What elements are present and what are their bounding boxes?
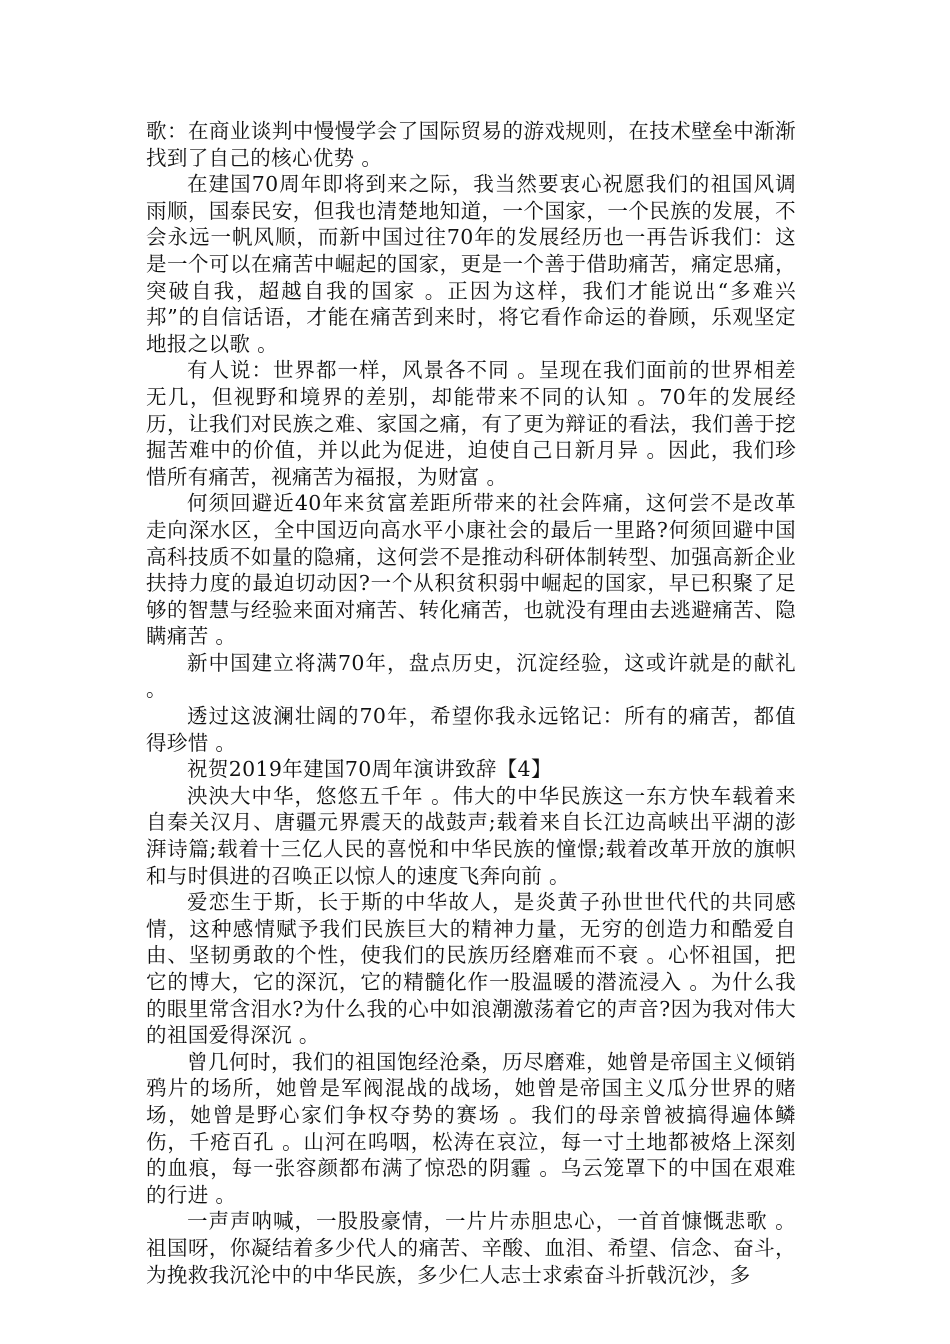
- paragraph-history-hardship: 曾几何时，我们的祖国饱经沧桑，历尽磨难，她曾是帝国主义倾销鸦片的场所，她曾是军阀混战的战场，她曾是帝国主义瓜分世界的赌场，她曾是野心家们争权夺势的赛场 。我们的母亲曾被搞得遍体鳞伤，千疮百孔 。山河在呜咽，松涛在哀泣，每一寸土地都被烙上深刻的血痕，每一张容颜都布满了惊恐的阴霾 。乌云笼罩下的中国在艰难的行进 。: [146, 1049, 796, 1207]
- paragraph-remember: 透过这波澜壮阔的70年，希望你我永远铭记：所有的痛苦，都值得珍惜 。: [146, 704, 796, 755]
- paragraph-continuation: 歌：在商业谈判中慢慢学会了国际贸易的游戏规则，在技术壁垒中渐渐找到了自己的核心优势 。: [146, 119, 796, 170]
- paragraph-facing-pain: 何须回避近40年来贫富差距所带来的社会阵痛，这何尝不是改革走向深水区，全中国迈向高水平小康社会的最后一里路?何须回避中国高科技质不如量的隐痛，这何尝不是推动科研体制转型、加强高新企业扶持力度的最迫切动因?一个从积贫积弱中崛起的国家，早已积聚了足够的智慧与经验来面对痛苦、转化痛苦，也就没有理由去逃避痛苦、隐瞒痛苦 。: [146, 491, 796, 649]
- paragraph-cries: 一声声呐喊，一股股豪情，一片片赤胆忠心，一首首慷慨悲歌 。祖国呀，你凝结着多少代人的痛苦、辛酸、血泪、希望、信念、奋斗，为挽救我沉沦中的中华民族，多少仁人志士求索奋斗折戟沉沙，多: [146, 1209, 796, 1287]
- paragraph-gift: 新中国建立将满70年，盘点历史，沉淀经验，这或许就是的献礼 。: [146, 650, 796, 702]
- paragraph-70th-anniversary-wish: 在建国70周年即将到来之际，我当然要衷心祝愿我们的祖国风调雨顺，国泰民安，但我也清楚地知道，一个国家，一个民族的发展，不会永远一帆风顺，而新中国过往70年的发展经历也一再告诉我们：这是一个可以在痛苦中崛起的国家，更是一个善于借助痛苦，痛定思痛，突破自我，超越自我的国家 。正因为这样，我们才能说出“多难兴邦”的自信话语，才能在痛苦到来时，将它看作命运的眷顾，乐观坚定地报之以歌 。: [146, 172, 796, 356]
- paragraph-world-views: 有人说：世界都一样，风景各不同 。呈现在我们面前的世界相差无几，但视野和境界的差别，却能带来不同的认知 。70年的发展经历，让我们对民族之难、家国之痛，有了更为辩证的看法，我们善于挖掘苦难中的价值，并以此为促进，迫使自己日新月异 。因此，我们珍惜所有痛苦，视痛苦为福报，为财富 。: [146, 358, 796, 489]
- paragraph-great-china: 泱泱大中华，悠悠五千年 。伟大的中华民族这一东方快车载着来自秦关汉月、唐疆元界震天的战鼓声;载着来自长江边高峡出平湖的澎湃诗篇;载着十三亿人民的喜悦和中华民族的憧憬;载着改革开放的旗帜和与时俱进的召唤正以惊人的速度飞奔向前 。: [146, 783, 796, 888]
- document-page: [146, 118, 796, 1288]
- paragraph-love-motherland: 爱恋生于斯，长于斯的中华故人，是炎黄子孙世世代代的共同感情，这种感情赋予我们民族巨大的精神力量，无穷的创造力和酷爱自由、坚韧勇敢的个性，使我们的民族历经磨难而不衰 。心怀祖国，把它的博大，它的深沉，它的精髓化作一股温暖的潜流浸入 。为什么我的眼里常含泪水?为什么我的心中如浪潮激荡着它的声音?因为我对伟大的祖国爱得深沉 。: [146, 890, 796, 1048]
- section-heading: 祝贺2019年建国70周年演讲致辞【4】: [187, 757, 552, 782]
